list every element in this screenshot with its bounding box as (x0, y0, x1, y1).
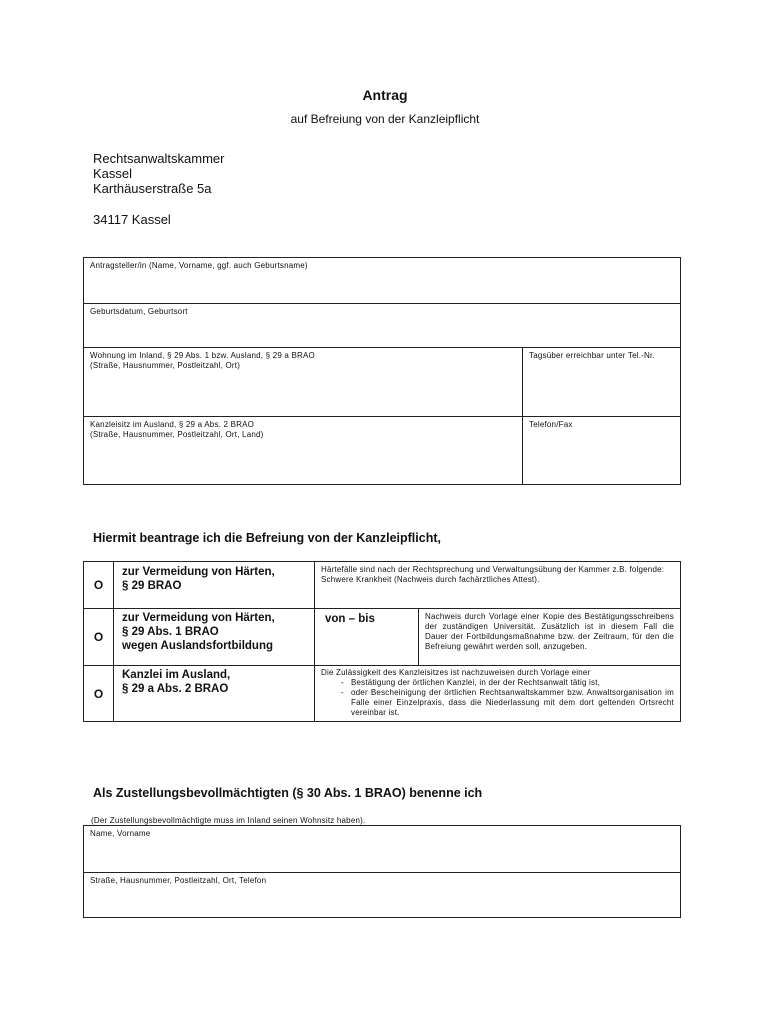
agent-note: (Der Zustellungsbevollmächtigte muss im Inland seinen Wohnsitz haben). (91, 816, 366, 825)
office-abroad-title: Kanzlei im Ausland, (122, 669, 231, 681)
hardship-paragraph: § 29 BRAO (122, 580, 182, 592)
training-paragraph: § 29 Abs. 1 BRAO (122, 626, 219, 638)
applicant-name-label: Antragsteller/in (Name, Vorname, ggf. auch Geburtsname) (90, 261, 308, 270)
residence-sublabel: (Straße, Hausnummer, Postleitzahl, Ort) (90, 361, 241, 370)
checkbox-hardship[interactable] (83, 561, 114, 609)
training-description (418, 608, 681, 666)
recipient-line-1: Rechtsanwaltskammer (93, 151, 225, 166)
phone-day-label: Tagsüber erreichbar unter Tel.-Nr. (529, 351, 655, 360)
hardship-text: Härtefälle sind nach der Rechtsprechung und Verwaltungsübung der Kammer z.B. folgende: (321, 565, 665, 574)
recipient-zip-city: 34117 Kassel (93, 212, 171, 227)
residence-field[interactable] (83, 347, 523, 417)
birth-label: Geburtsdatum, Geburtsort (90, 307, 188, 316)
request-heading: Hiermit beantrage ich die Befreiung von der Kanzleipflicht, (93, 531, 441, 545)
phone-fax-label: Telefon/Fax (529, 420, 573, 429)
training-text: Nachweis durch Vorlage einer Kopie des Bestätigungsschreibens der zuständigen Universität. Zusätzlich ist in diesem Fall die Dauer der Fortbildungsmaßnahme bzw. der Zeitraum, für den die Befreiung gewährt werden soll, anzugeben. (425, 612, 674, 651)
checkbox-mark: O (93, 686, 104, 701)
checkbox-mark: O (93, 578, 104, 592)
agent-address-label: Straße, Hausnummer, Postleitzahl, Ort, Telefon (90, 876, 267, 885)
checkbox-office-abroad[interactable] (83, 665, 114, 722)
office-abroad-bullet-2: - oder Bescheinigung der örtlichen Rechtsanwaltskammer bzw. Anwaltsorganisation im Falle einer Einzelpraxis, dass die Niederlassung mit dem dort geltenden Ortsrecht vereinbar ist. (351, 688, 674, 718)
agent-heading: Als Zustellungsbevollmächtigten (§ 30 Abs. 1 BRAO) benenne ich (93, 786, 483, 800)
phone-day-field[interactable] (522, 347, 681, 417)
agent-name-label: Name, Vorname (90, 829, 151, 838)
office-abroad-text: Die Zulässigkeit des Kanzleisitzes ist nachzuweisen durch Vorlage einer (321, 668, 591, 677)
training-reason: wegen Auslandsfortbildung (122, 640, 273, 652)
office-abroad-paragraph: § 29 a Abs. 2 BRAO (122, 683, 229, 695)
office-abroad-bullet-1: - Bestätigung der örtlichen Kanzlei, in der der Rechtsanwalt tätig ist, (351, 678, 674, 688)
office-abroad-label: Kanzleisitz im Ausland, § 29 a Abs. 2 BRAO (90, 420, 255, 429)
hardship-title: zur Vermeidung von Härten, (122, 566, 275, 578)
office-abroad-sublabel: (Straße, Hausnummer, Postleitzahl, Ort, Land) (90, 430, 264, 439)
office-abroad-title-cell (113, 665, 315, 722)
training-title-cell (113, 608, 315, 666)
period-field[interactable] (314, 608, 419, 666)
checkbox-training-abroad[interactable] (83, 608, 114, 666)
document-subtitle: auf Befreiung von der Kanzleipflicht (290, 112, 480, 126)
agent-address-field[interactable] (83, 872, 681, 918)
recipient-line-3: Karthäuserstraße 5a (93, 181, 212, 196)
document-title: Antrag (362, 87, 408, 103)
hardship-description (314, 561, 681, 609)
office-abroad-field[interactable] (83, 416, 523, 485)
birth-field[interactable] (83, 303, 681, 348)
phone-fax-field[interactable] (522, 416, 681, 485)
hardship-text-2: Schwere Krankheit (Nachweis durch fachärztliches Attest). (321, 575, 540, 584)
period-label: von – bis (325, 613, 375, 625)
agent-name-field[interactable] (83, 825, 681, 873)
recipient-address (93, 151, 225, 196)
checkbox-mark: O (93, 630, 104, 644)
office-abroad-description (314, 665, 681, 722)
hardship-title-cell (113, 561, 315, 609)
residence-label: Wohnung im Inland, § 29 Abs. 1 bzw. Ausland, § 29 a BRAO (90, 351, 315, 360)
applicant-name-field[interactable] (83, 257, 681, 304)
training-title: zur Vermeidung von Härten, (122, 612, 275, 624)
recipient-line-2: Kassel (93, 166, 133, 181)
